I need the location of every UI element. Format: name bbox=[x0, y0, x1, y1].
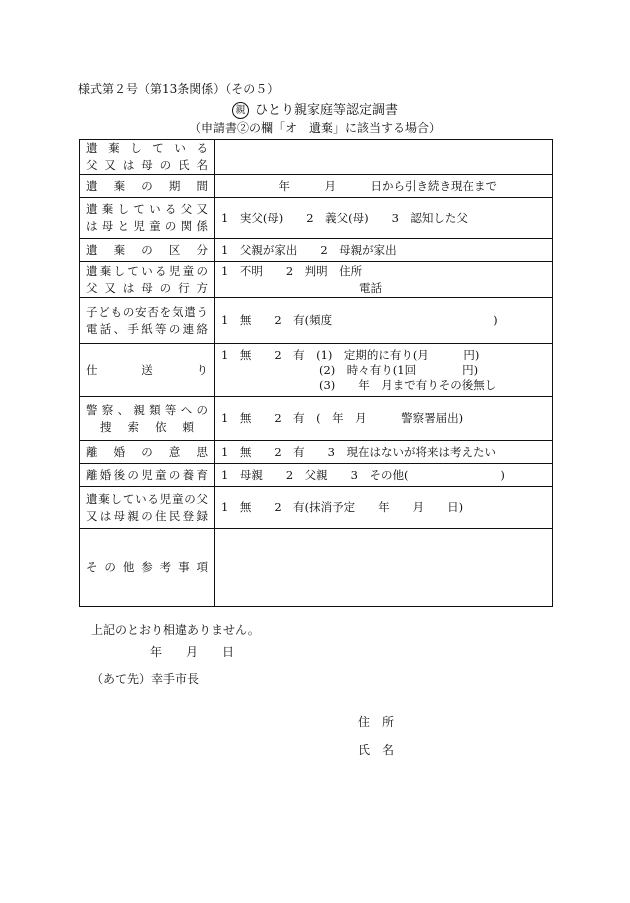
form-number: 様式第２号（第13条関係）（その５） bbox=[78, 82, 280, 96]
row-label: 遺棄している児童の 父又は母の行方 bbox=[80, 262, 215, 298]
table-row bbox=[80, 140, 553, 175]
address-label[interactable]: 住 所 bbox=[358, 715, 395, 729]
row-label: 警察、親類等への 捜索依頼 bbox=[80, 397, 215, 441]
residence-registration-field[interactable]: 1 無 2 有(抹消予定 年 月 日) bbox=[215, 487, 553, 529]
title-mark: 親 bbox=[232, 102, 249, 119]
row-label: 遺棄している父又 は母と児童の関係 bbox=[80, 198, 215, 239]
table-row bbox=[80, 239, 553, 262]
remittance-field[interactable]: 1 無 2 有 (1) 定期的に有り(月 円) (2) 時々有り(1回 円) (3) 年 月まで有りその後無し bbox=[215, 344, 553, 397]
survey-table bbox=[79, 139, 553, 607]
row-label: 遺棄している児童の父 又は母親の住民登録 bbox=[80, 487, 215, 529]
relation-field[interactable]: 1 実父(母) 2 義父(母) 3 認知した父 bbox=[215, 198, 553, 239]
table-row bbox=[80, 441, 553, 464]
period-field[interactable]: 年 月 日から引き続き現在まで bbox=[215, 175, 553, 198]
addressee: （あて先）幸手市長 bbox=[91, 672, 200, 686]
row-label: 遺棄の期間 bbox=[80, 175, 215, 198]
row-label: 離婚の意思 bbox=[80, 441, 215, 464]
table-row bbox=[80, 298, 553, 344]
table-row bbox=[80, 262, 553, 298]
table-row bbox=[80, 175, 553, 198]
row-label: 子どもの安否を気遣う 電話、手紙等の連絡 bbox=[80, 298, 215, 344]
table-row bbox=[80, 198, 553, 239]
title-text: ひとり親家庭等認定調書 bbox=[254, 103, 398, 118]
declaration-text: 上記のとおり相違ありません。 bbox=[91, 623, 260, 637]
divorce-intent-field[interactable]: 1 無 2 有 3 現在はないが将来は考えたい bbox=[215, 441, 553, 464]
remarks-field[interactable] bbox=[215, 529, 553, 607]
table-row bbox=[80, 397, 553, 441]
table-row bbox=[80, 344, 553, 397]
table-row bbox=[80, 529, 553, 607]
date-line[interactable]: 年 月 日 bbox=[150, 645, 235, 659]
row-label: 遺棄の区分 bbox=[80, 239, 215, 262]
form-subtitle: （申請書②の欄「オ 遺棄」に該当する場合） bbox=[188, 121, 441, 135]
name-label[interactable]: 氏 名 bbox=[358, 743, 395, 757]
name-field[interactable] bbox=[215, 140, 553, 175]
contact-field[interactable]: 1 無 2 有(頻度 ) bbox=[215, 298, 553, 344]
row-label: 離婚後の児童の養育 bbox=[80, 464, 215, 487]
table-row bbox=[80, 487, 553, 529]
table-row bbox=[80, 464, 553, 487]
form-title bbox=[0, 99, 630, 119]
row-label: 仕送り bbox=[80, 344, 215, 397]
custody-field[interactable]: 1 母親 2 父親 3 その他( ) bbox=[215, 464, 553, 487]
search-request-field[interactable]: 1 無 2 有 ( 年 月 警察署届出) bbox=[215, 397, 553, 441]
row-label: その他参考事項 bbox=[80, 529, 215, 607]
whereabouts-field[interactable]: 1 不明 2 判明 住所 電話 bbox=[215, 262, 553, 298]
category-field[interactable]: 1 父親が家出 2 母親が家出 bbox=[215, 239, 553, 262]
row-label: 遺棄している 父又は母の氏名 bbox=[80, 140, 215, 175]
